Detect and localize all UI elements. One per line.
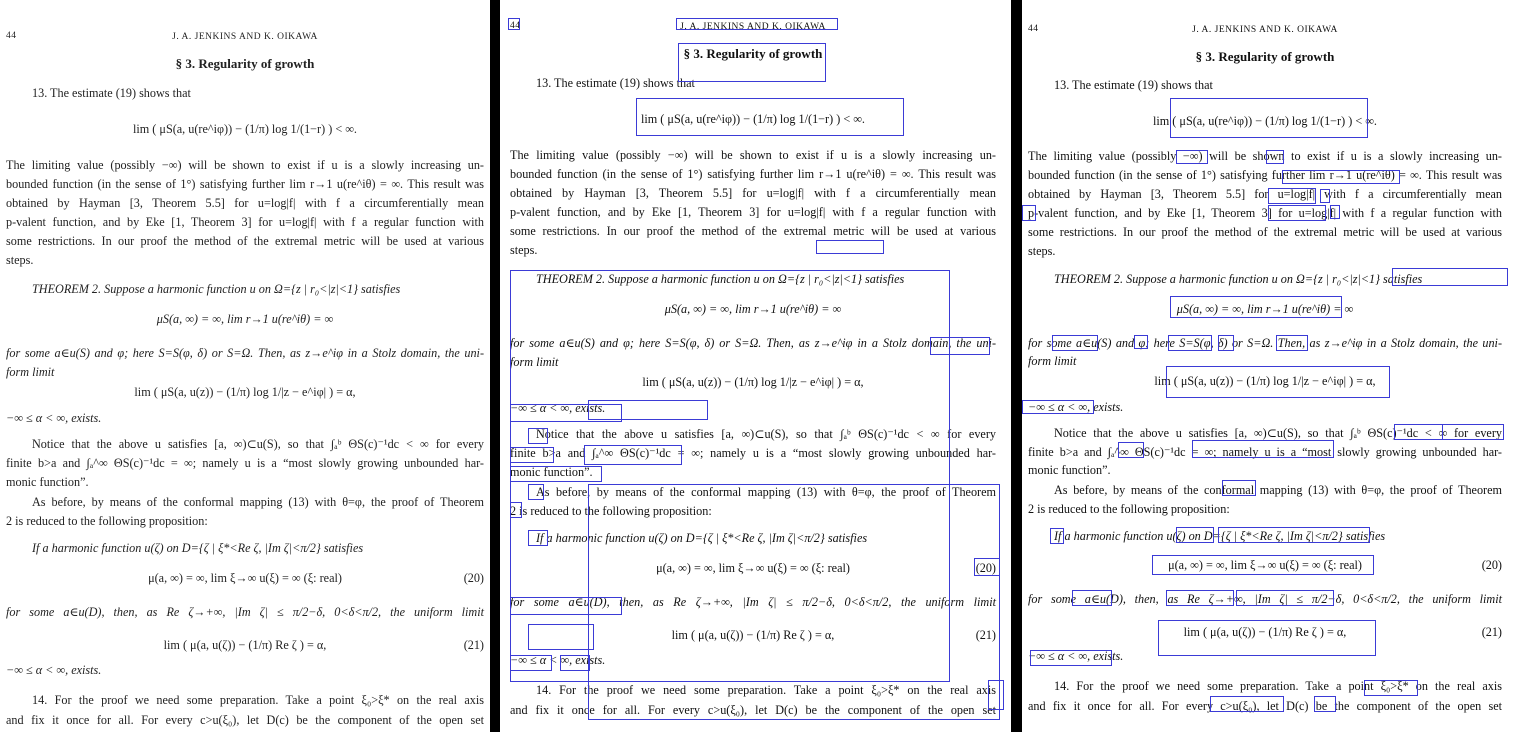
text-line: lim ( μ(a, u(ζ)) − (1/π) Re ζ ) = α,: [1183, 625, 1347, 639]
text-line: 2 is reduced to the following proposition:: [510, 504, 712, 518]
section-title: § 3. Regularity of growth: [175, 56, 315, 71]
text-line: lim ( μS(a, u(z)) − (1/π) log 1/|z − e^iφ| ) = α,: [1154, 374, 1376, 388]
page-detected-regions: [500, 0, 1011, 732]
text-line: monic function”.: [1028, 463, 1111, 477]
text-line: The limiting value (possibly −∞) will be shown to exist if u is a slowly increasing un-: [510, 148, 996, 162]
text-line: If a harmonic function u(ζ) on D={ζ | ξ*<Re ζ, |Im ζ|<π/2} satisfies: [1054, 529, 1386, 543]
text-line: 14. For the proof we need some preparation. Take a point ξ₀>ξ* on the real axis: [536, 683, 996, 697]
text-line: −∞ ≤ α < ∞, exists.: [6, 411, 102, 425]
text-line: lim ( μS(a, u(re^iφ)) − (1/π) log 1/(1−r) ) < ∞.: [1153, 114, 1377, 128]
text-line: some restrictions. In our proof the method of the extremal metric will be used at various: [510, 224, 996, 238]
text-line: μS(a, ∞) = ∞, lim r→1 u(re^iθ) = ∞: [664, 302, 842, 316]
text-line: p-valent function, and by Eke [1, Theorem 3] for u=log|f| with f a regular function with: [1028, 206, 1502, 220]
text-line: some restrictions. In our proof the method of the extremal metric will be used at various: [6, 234, 484, 248]
text-line: bounded function (in the sense of 1°) satisfying further lim r→1 u(re^iθ) = ∞. This result was: [510, 167, 996, 181]
text-line: bounded function (in the sense of 1°) satisfying further lim r→1 u(re^iθ) = ∞. This result was: [1028, 168, 1502, 182]
text-line: μ(a, ∞) = ∞, lim ξ→∞ u(ξ) = ∞ (ξ: real): [1168, 558, 1362, 572]
text-line: for some a∈u(D), then, as Re ζ→+∞, |Im ζ| ≤ π/2−δ, 0<δ<π/2, the uniform limit: [6, 605, 484, 619]
detection-box: [816, 240, 884, 254]
text-line: obtained by Hayman [3, Theorem 5.5] for u=log|f| with f a circumferentially mean: [1028, 187, 1502, 201]
text-line: steps.: [6, 253, 34, 267]
section-title: § 3. Regularity of growth: [683, 46, 823, 61]
text-line: bounded function (in the sense of 1°) satisfying further lim r→1 u(re^iθ) = ∞. This result was: [6, 177, 484, 191]
text-line: μ(a, ∞) = ∞, lim ξ→∞ u(ξ) = ∞ (ξ: real): [148, 571, 342, 585]
running-header: J. A. JENKINS AND K. OIKAWA: [1192, 25, 1338, 35]
equation-number: (20): [1481, 558, 1502, 572]
running-header: J. A. JENKINS AND K. OIKAWA: [680, 22, 826, 32]
text-line: lim ( μ(a, u(ζ)) − (1/π) Re ζ ) = α,: [671, 628, 835, 642]
equation-number: (21): [463, 638, 484, 652]
page-number: 44: [1028, 24, 1039, 34]
text-line: form limit: [1028, 354, 1077, 368]
text-line: −∞ ≤ α < ∞, exists.: [510, 401, 606, 415]
text-line: obtained by Hayman [3, Theorem 5.5] for u=log|f| with f a circumferentially mean: [6, 196, 484, 210]
text-line: p-valent function, and by Eke [1, Theorem 3] for u=log|f| with f a regular function with: [6, 215, 484, 229]
text-line: form limit: [6, 365, 55, 379]
text-line: lim ( μ(a, u(ζ)) − (1/π) Re ζ ) = α,: [163, 638, 327, 652]
text-line: lim ( μS(a, u(re^iφ)) − (1/π) log 1/(1−r) ) < ∞.: [641, 112, 865, 126]
text-line: lim ( μS(a, u(z)) − (1/π) log 1/|z − e^iφ| ) = α,: [134, 385, 356, 399]
text-line: As before, by means of the conformal mapping (13) with θ=φ, the proof of Theorem: [536, 485, 996, 499]
text-line: −∞ ≤ α < ∞, exists.: [1028, 400, 1124, 414]
page-formula-regions: [1022, 0, 1525, 732]
text-line: steps.: [510, 243, 538, 257]
text-line: obtained by Hayman [3, Theorem 5.5] for u=log|f| with f a circumferentially mean: [510, 186, 996, 200]
text-line: As before, by means of the conformal mapping (13) with θ=φ, the proof of Theorem: [1054, 483, 1502, 497]
text-line: As before, by means of the conformal mapping (13) with θ=φ, the proof of Theorem: [32, 495, 484, 509]
text-line: for some a∈u(S) and φ; here S=S(φ, δ) or S=Ω. Then, as z→e^iφ in a Stolz domain, the uni-: [510, 336, 996, 350]
text-line: and fix it once for all. For every c>u(ξ₀), let D(c) be the component of the open set: [510, 703, 996, 717]
text-line: p-valent function, and by Eke [1, Theorem 3] for u=log|f| with f a regular function with: [510, 205, 996, 219]
text-line: μS(a, ∞) = ∞, lim r→1 u(re^iθ) = ∞: [156, 312, 334, 326]
text-line: steps.: [1028, 244, 1056, 258]
equation-number: (20): [975, 561, 996, 575]
text-line: Notice that the above u satisfies [a, ∞)⊂u(S), so that ∫ₐᵇ ΘS(c)⁻¹dc < ∞ for every: [32, 437, 484, 451]
text-line: If a harmonic function u(ζ) on D={ζ | ξ*<Re ζ, |Im ζ|<π/2} satisfies: [32, 541, 364, 555]
text-line: finite b>a and ∫ₐ^∞ ΘS(c)⁻¹dc = ∞; namely u is a “most slowly growing unbounded har-: [510, 446, 996, 460]
text-line: 14. For the proof we need some preparation. Take a point ξ₀>ξ* on the real axis: [32, 693, 484, 707]
text-line: and fix it once for all. For every c>u(ξ₀), let D(c) be the component of the open set: [1028, 699, 1502, 713]
text-line: μ(a, ∞) = ∞, lim ξ→∞ u(ξ) = ∞ (ξ: real): [656, 561, 850, 575]
text-line: 13. The estimate (19) shows that: [536, 76, 695, 90]
text-line: some restrictions. In our proof the method of the extremal metric will be used at various: [1028, 225, 1502, 239]
page-original: [0, 0, 490, 732]
text-line: −∞ ≤ α < ∞, exists.: [1028, 649, 1124, 663]
page-number: 44: [6, 31, 17, 41]
text-line: THEOREM 2. Suppose a harmonic function u on Ω={z | r₀<|z|<1} satisfies: [32, 282, 401, 296]
equation-number: (21): [975, 628, 996, 642]
text-line: for some a∈u(S) and φ; here S=S(φ, δ) or S=Ω. Then, as z→e^iφ in a Stolz domain, the uni-: [1028, 336, 1502, 350]
text-line: 13. The estimate (19) shows that: [1054, 78, 1213, 92]
text-line: for some a∈u(D), then, as Re ζ→+∞, |Im ζ| ≤ π/2−δ, 0<δ<π/2, the uniform limit: [1028, 592, 1502, 606]
text-line: Notice that the above u satisfies [a, ∞)⊂u(S), so that ∫ₐᵇ ΘS(c)⁻¹dc < ∞ for every: [1054, 426, 1502, 440]
section-title: § 3. Regularity of growth: [1195, 49, 1335, 64]
text-line: finite b>a and ∫ₐ^∞ ΘS(c)⁻¹dc = ∞; namely u is a “most slowly growing unbounded har-: [6, 456, 484, 470]
text-line: 13. The estimate (19) shows that: [32, 86, 191, 100]
text-line: and fix it once for all. For every c>u(ξ₀), let D(c) be the component of the open set: [6, 713, 484, 727]
running-header: J. A. JENKINS AND K. OIKAWA: [172, 32, 318, 42]
text-line: finite b>a and ∫ₐ^∞ ΘS(c)⁻¹dc = ∞; namely u is a “most slowly growing unbounded har-: [1028, 445, 1502, 459]
text-line: monic function”.: [510, 465, 593, 479]
text-line: for some a∈u(D), then, as Re ζ→+∞, |Im ζ| ≤ π/2−δ, 0<δ<π/2, the uniform limit: [510, 595, 996, 609]
text-line: THEOREM 2. Suppose a harmonic function u on Ω={z | r₀<|z|<1} satisfies: [1054, 272, 1423, 286]
text-line: monic function”.: [6, 475, 89, 489]
detection-box: [588, 400, 708, 420]
page-number: 44: [510, 21, 521, 31]
text-line: 2 is reduced to the following proposition:: [1028, 502, 1230, 516]
text-line: 14. For the proof we need some preparation. Take a point ξ₀>ξ* on the real axis: [1054, 679, 1502, 693]
text-line: form limit: [510, 355, 559, 369]
text-line: lim ( μS(a, u(z)) − (1/π) log 1/|z − e^iφ| ) = α,: [642, 375, 864, 389]
equation-number: (20): [463, 571, 484, 585]
text-line: The limiting value (possibly −∞) will be shown to exist if u is a slowly increasing un-: [1028, 149, 1502, 163]
text-line: THEOREM 2. Suppose a harmonic function u on Ω={z | r₀<|z|<1} satisfies: [536, 272, 905, 286]
text-line: −∞ ≤ α < ∞, exists.: [510, 653, 606, 667]
text-line: lim ( μS(a, u(re^iφ)) − (1/π) log 1/(1−r) ) < ∞.: [133, 122, 357, 136]
text-line: The limiting value (possibly −∞) will be shown to exist if u is a slowly increasing un-: [6, 158, 484, 172]
text-line: 2 is reduced to the following proposition:: [6, 514, 208, 528]
text-line: −∞ ≤ α < ∞, exists.: [6, 663, 102, 677]
text-line: for some a∈u(S) and φ; here S=S(φ, δ) or S=Ω. Then, as z→e^iφ in a Stolz domain, the uni-: [6, 346, 484, 360]
text-line: If a harmonic function u(ζ) on D={ζ | ξ*<Re ζ, |Im ζ|<π/2} satisfies: [536, 531, 868, 545]
equation-number: (21): [1481, 625, 1502, 639]
text-line: Notice that the above u satisfies [a, ∞)⊂u(S), so that ∫ₐᵇ ΘS(c)⁻¹dc < ∞ for every: [536, 427, 996, 441]
text-line: μS(a, ∞) = ∞, lim r→1 u(re^iθ) = ∞: [1176, 302, 1354, 316]
